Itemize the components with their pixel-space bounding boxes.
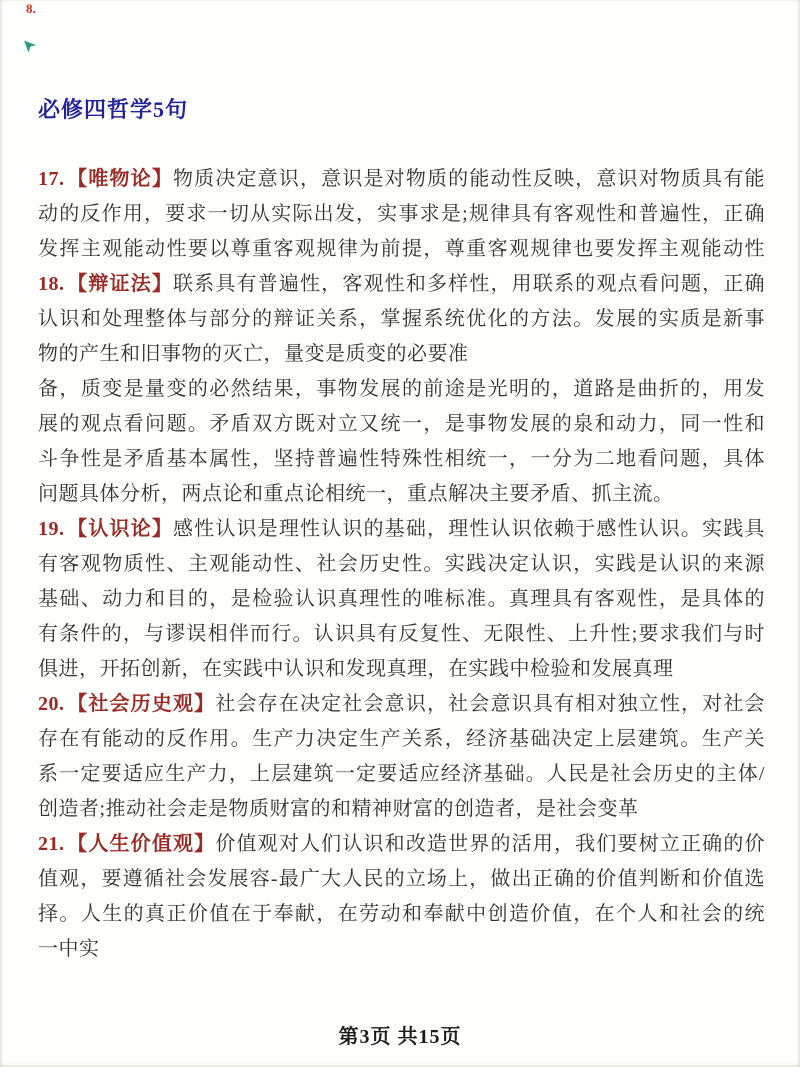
- text-line: 备，质变是量变的必然结果，事物发展的前途是光明的，道路是曲折的，用发: [38, 378, 765, 400]
- entries: [38, 162, 765, 967]
- text-line: 展的观点看问题。矛盾双方既对立又统一，是事物发展的泉和动力，同一性和: [38, 413, 765, 435]
- text-line: 存在有能动的反作用。生产力决定生产关系，经济基础决定上层建筑。生产关: [38, 728, 765, 750]
- entry: [38, 827, 765, 967]
- entry-number: 21.: [38, 833, 65, 855]
- entry-number: 19.: [38, 518, 65, 540]
- text-line: 问题具体分析，两点论和重点论相统一，重点解决主要矛盾、抓主流。: [38, 483, 674, 505]
- page-title: 必修四哲学5句: [38, 97, 189, 122]
- text-line: 物的产生和旧事物的灭亡，量变是质变的必要准: [38, 343, 469, 365]
- text-line: [38, 512, 765, 547]
- text-line: 斗争性是矛盾基本属性，坚持普遍性特殊性相统一，一分为二地看问题，具体: [38, 448, 765, 470]
- entry-number: 17.: [38, 168, 65, 190]
- text-line: 有客观物质性、主观能动性、社会历史性。实践决定认识，实践是认识的来源: [38, 553, 765, 575]
- text-line: 择。人生的真正价值在于奉献，在劳动和奉献中创造价值，在个人和社会的统: [38, 903, 765, 925]
- text-line: 发挥主观能动性要以尊重客观规律为前提，尊重客观规律也要发挥主观能动性: [38, 238, 765, 260]
- corner-page-mark: 8.: [26, 1, 36, 16]
- text-line: 基础、动力和目的，是检验认识真理性的唯标准。真理具有客观性，是具体的: [38, 588, 765, 610]
- text-line: 俱进，开拓创新，在实践中认识和发现真理，在实践中检验和发展真理: [38, 658, 674, 680]
- entry-label: 【唯物论】: [66, 168, 173, 190]
- entry-text: 价值观对人们认识和改造世界的活用，我们要树立正确的价: [215, 833, 766, 855]
- entry-number: 20.: [38, 693, 65, 715]
- text-line: 一中实: [38, 938, 100, 960]
- entry-label: 【社会历史观】: [66, 693, 216, 715]
- entry: [38, 512, 765, 687]
- text-line: [38, 827, 765, 862]
- text-line: [38, 267, 765, 302]
- text-line: 值观，要遵循社会发展容-最广大人民的立场上，做出正确的价值判断和价值选: [38, 868, 765, 890]
- entry-label: 【认识论】: [66, 518, 173, 540]
- cursor-arrow-icon: ➤: [16, 32, 41, 57]
- page-number-indicator: 第3页 共15页: [338, 1026, 462, 1048]
- text-line: 认识和处理整体与部分的辩证关系，掌握系统优化的方法。发展的实质是新事: [38, 308, 765, 330]
- text-line: 系一定要适应生产力，上层建筑一定要适应经济基础。人民是社会历史的主体/: [38, 763, 765, 785]
- entry-text: 社会存在决定社会意识，社会意识具有相对独立性，对社会: [215, 693, 766, 715]
- entry: [38, 162, 765, 267]
- entry-number: 18.: [38, 273, 65, 295]
- entry-text: 感性认识是理性认识的基础，理性认识依赖于感性认识。实践具: [173, 518, 765, 540]
- text-line: [38, 162, 765, 197]
- entry-label: 【辩证法】: [66, 273, 173, 295]
- text-line: [38, 687, 765, 722]
- text-line: 创造者;推动社会走是物质财富的和精神财富的创造者，是社会变革: [38, 798, 639, 820]
- entry: [38, 687, 765, 827]
- entry-text: 物质决定意识，意识是对物质的能动性反映，意识对物质具有能: [173, 168, 765, 190]
- entry: [38, 267, 765, 512]
- text-line: 有条件的，与谬误相伴而行。认识具有反复性、无限性、上升性;要求我们与时: [38, 623, 765, 645]
- entry-text: 联系具有普遍性，客观性和多样性，用联系的观点看问题，正确: [173, 273, 765, 295]
- text-line: 动的反作用，要求一切从实际出发，实事求是;规律具有客观性和普遍性，正确: [38, 203, 765, 225]
- entry-label: 【人生价值观】: [66, 833, 216, 855]
